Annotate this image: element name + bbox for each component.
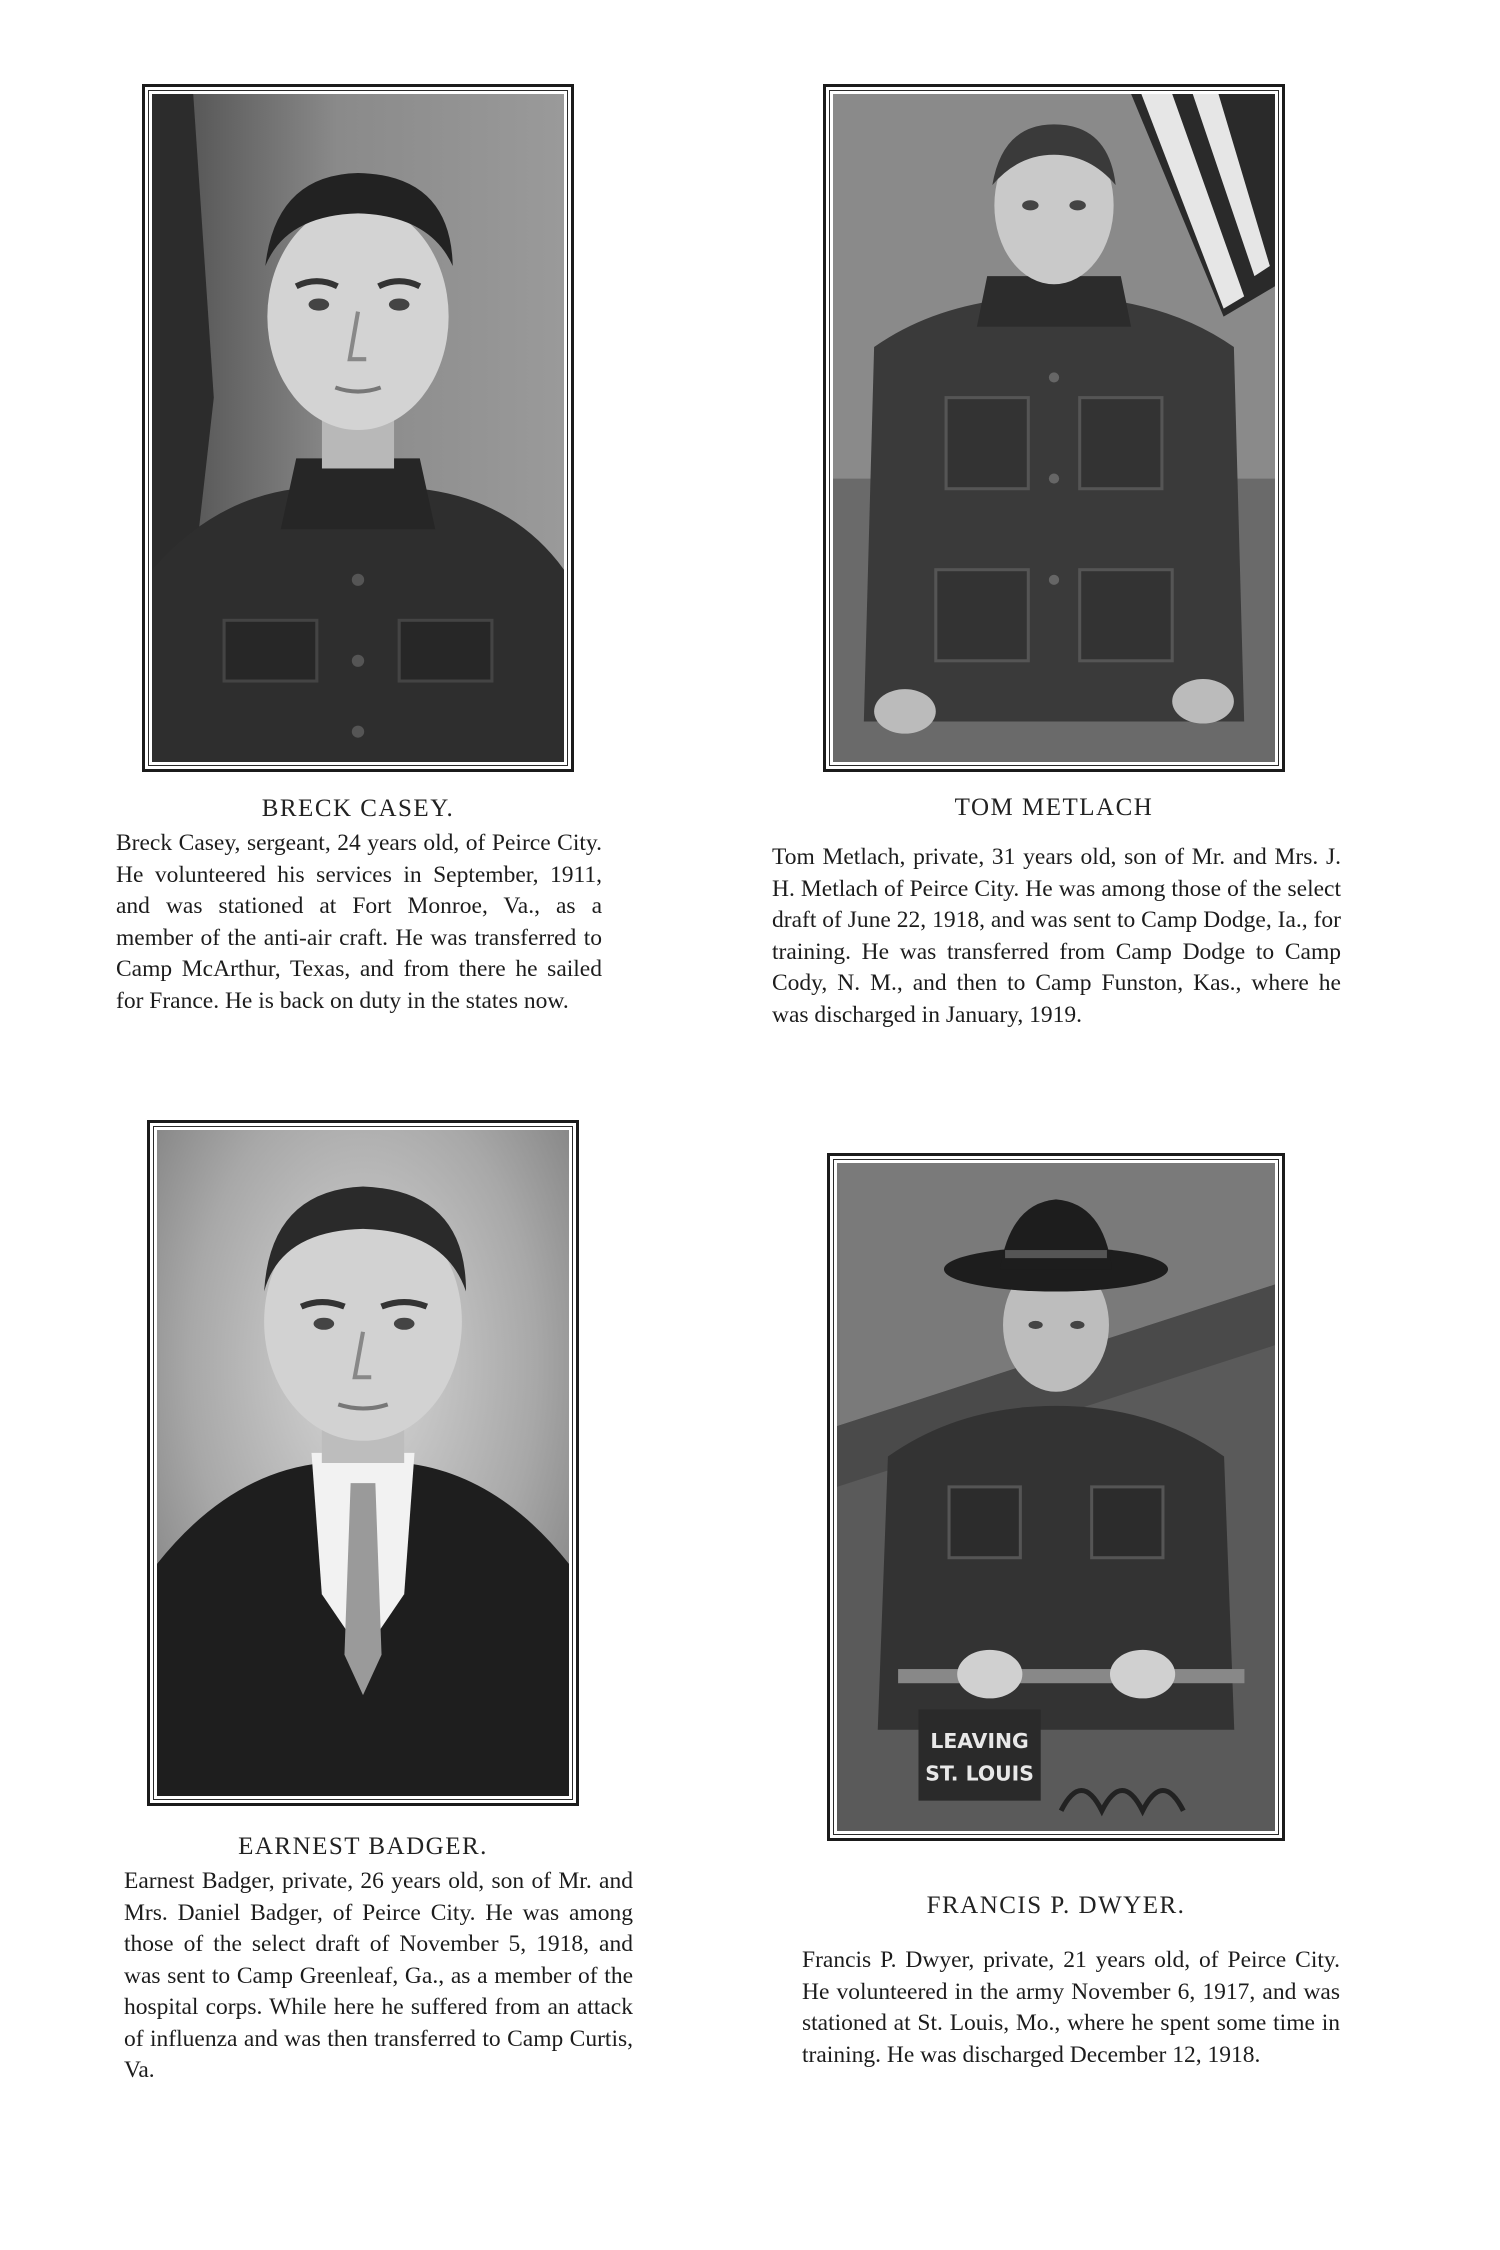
caption-body-francis-dwyer bbox=[802, 1945, 1340, 2071]
portrait-francis-dwyer-image bbox=[837, 1163, 1275, 1831]
caption-title-francis-dwyer: FRANCIS P. DWYER. bbox=[926, 1892, 1186, 1919]
caption-text-francis-dwyer: Francis P. Dwyer, private, 21 years old, of Peirce City. He volunteered in the army November 6, 1917, and was stationed at St. Louis, Mo., where he spent some time in training. He was discharged December 12, 1918. bbox=[802, 1947, 1340, 2068]
photo-sign-text-line2: ST. LOUIS bbox=[925, 1761, 1034, 1786]
portrait-earnest-badger-image bbox=[157, 1130, 569, 1796]
caption-title-earnest-badger: EARNEST BADGER. bbox=[238, 1833, 488, 1860]
caption-title-tom-metlach: TOM METLACH bbox=[954, 794, 1154, 821]
portrait-tom-metlach-image bbox=[833, 94, 1275, 762]
caption-title-breck-casey: BRECK CASEY. bbox=[261, 795, 455, 822]
portrait-francis-dwyer bbox=[827, 1153, 1285, 1841]
caption-text-breck-casey: Breck Casey, sergeant, 24 years old, of Peirce City. He volunteered his services in September, 1911, and was stationed at Fort Monroe, Va., as a member of the anti-air craft. He was transferred to Camp McArthur, Texas, and from there he sailed for France. He is back on duty in the states now. bbox=[116, 830, 602, 1014]
caption-body-tom-metlach bbox=[772, 842, 1341, 1031]
portrait-earnest-badger bbox=[147, 1120, 579, 1806]
portrait-tom-metlach bbox=[823, 84, 1285, 772]
photo-sign-text-line1: LEAVING bbox=[930, 1729, 1029, 1753]
caption-body-breck-casey bbox=[116, 828, 602, 1017]
portrait-breck-casey bbox=[142, 84, 574, 772]
caption-text-tom-metlach: Tom Metlach, private, 31 years old, son of Mr. and Mrs. J. H. Metlach of Peirce City. He was among those of the select draft of June 22, 1918, and was sent to Camp Dodge, Ia., for training. He was transferred from Camp Dodge to Camp Cody, N. M., and then to Camp Funston, Kas., where he was discharged in January, 1919. bbox=[772, 844, 1341, 1028]
caption-text-earnest-badger: Earnest Badger, private, 26 years old, son of Mr. and Mrs. Daniel Badger, of Peirce City. He was among those of the select draft of November 5, 1918, and was sent to Camp Greenleaf, Ga., as a member of the hospital corps. While here he suffered from an attack of influenza and was then transferred to Camp Curtis, Va. bbox=[124, 1868, 633, 2083]
portrait-breck-casey-image bbox=[152, 94, 564, 762]
caption-body-earnest-badger bbox=[124, 1866, 633, 2087]
